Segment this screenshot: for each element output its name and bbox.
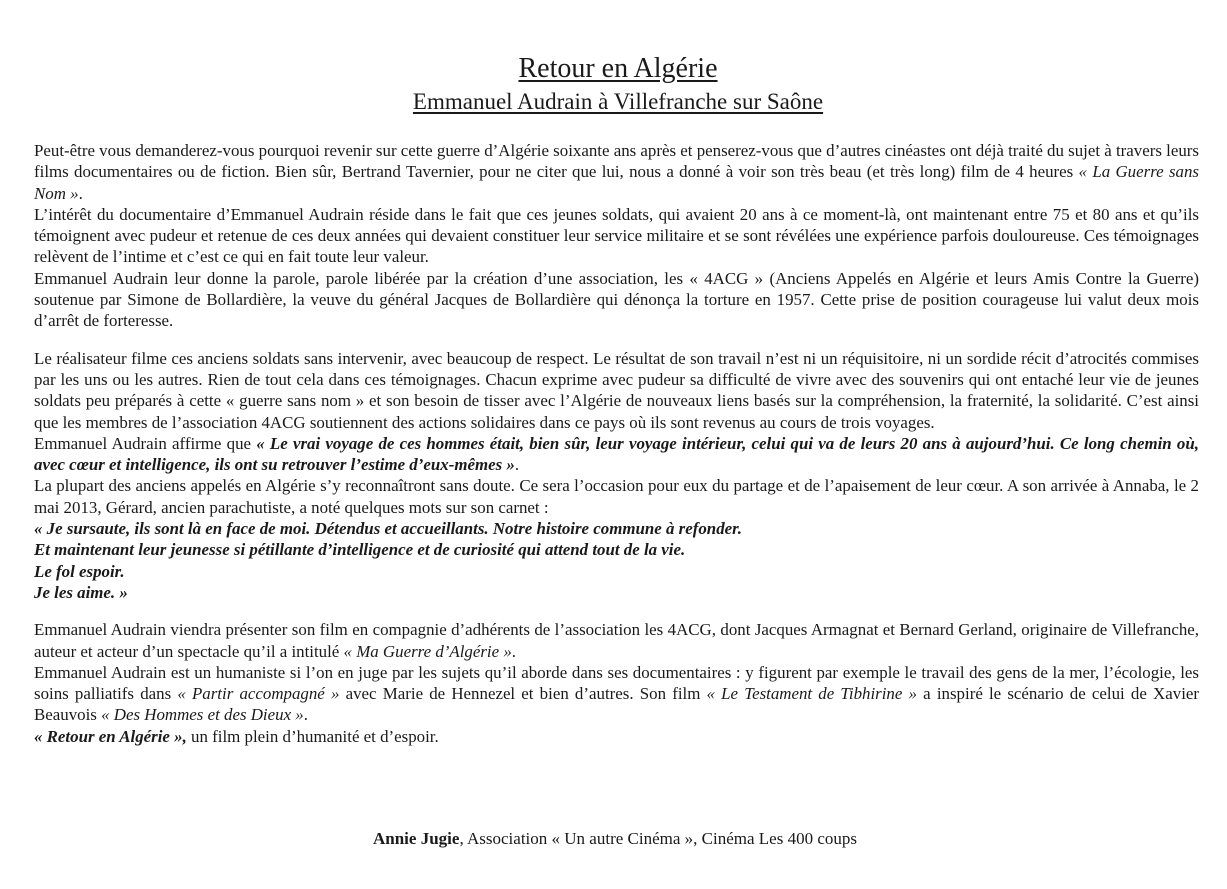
film-title-partir-accompagne: « Partir accompagné » [177,684,340,704]
article-body [34,140,1199,747]
film-title-guerre-sans-nom: « La Guerre sans Nom » [34,162,1199,203]
paragraph-gap [34,332,1199,348]
paragraph-7-end: . [511,641,517,661]
paragraph-9-rest: un film plein d’humanité et d’espoir. [186,726,439,746]
page-subtitle: Emmanuel Audrain à Villefranche sur Saône [412,89,824,114]
paragraph-8 [34,662,1199,726]
poem-line: Je les aime. » [34,582,128,602]
author-affiliation: , Association « Un autre Cinéma », Cinéma Les 400 coups [459,829,857,848]
paragraph-8-part-a: Emmanuel Audrain est un humaniste si l’on en juge par les sujets qu’il aborde dans ses documentaires : y figurent par exemple le travail des gens de la mer, l’écologie, les soins palliatifs dans [34,662,1199,704]
film-title-retour: « Retour en Algérie », [34,726,187,746]
paragraph-3: Emmanuel Audrain leur donne la parole, parole libérée par la création d’une association, les « 4ACG » (Anciens Appelés en Algérie et leurs Amis Contre la Guerre) soutenue par Simone de Bollardière, la veuve du général Jacques de Bollardière qui dénonça la torture en 1957. Cette prise de position courageuse lui valut deux mois d’arrêt de forteresse. [34,268,1199,331]
paragraph-9 [34,726,1199,747]
paragraph-1 [34,140,1199,204]
paragraph-5 [34,433,1199,476]
paragraph-5-end: . [514,455,520,475]
poem [34,518,1199,603]
paragraph-gap [34,603,1199,619]
film-title-hommes-et-dieux: « Des Hommes et des Dieux » [101,705,304,725]
paragraph-8-part-b: avec Marie de Hennezel et bien d’autres. Son film [339,684,707,704]
paragraph-2: L’intérêt du documentaire d’Emmanuel Audrain réside dans le fait que ces jeunes soldats, qui avaient 20 ans à ce moment-là, ont maintenant entre 75 et 80 ans et qu’ils témoignent avec pudeur et retenue de ces deux années qui devaient constituer leur service militaire et se sont révélées une expérience parfois douloureuse. Ces témoignages relèvent de l’intime et c’est ce qui en fait toute leur valeur. [34,204,1199,267]
paragraph-1-end: . [78,183,83,203]
poem-line: « Je sursaute, ils sont là en face de moi. Détendus et accueillants. Notre histoire commune à refonder. [34,519,743,539]
poem-line: Le fol espoir. [34,561,125,581]
paragraph-7-text: Emmanuel Audrain viendra présenter son film en compagnie d’adhérents de l’association les 4ACG, dont Jacques Armagnat et Bernard Gerland, originaire de Villefranche, auteur et acteur d’un spectacle qu’il a intitulé [34,620,1199,661]
paragraph-4: Le réalisateur filme ces anciens soldats sans intervenir, avec beaucoup de respect. Le résultat de son travail n’est ni un réquisitoire, ni un sordide récit d’atrocités commises par les uns ou les autres. Rien de tout cela dans ces témoignages. Chacun exprime avec pudeur sa difficulté de vivre avec des souvenirs qui ont entaché leur vie de jeunes soldats peu préparés à cette « guerre sans nom » et son besoin de tisser avec l’Algérie de nouveaux liens basés sur la compréhension, la fraternité, la solidarité. C’est ainsi que les membres de l’association 4ACG soutiennent des actions solidaires dans ce pays où ils sont revenus au cours de trois voyages. [34,348,1199,432]
paragraph-7 [34,619,1199,662]
film-title-testament-tibhirine: « Le Testament de Tibhirine » [706,684,917,704]
paragraph-8-part-c: a inspiré le scénario de celui de Xavier Beauvois [34,684,1200,725]
show-title-ma-guerre: « Ma Guerre d’Algérie » [343,641,512,661]
signature [0,828,1227,849]
paragraph-6: La plupart des anciens appelés en Algérie s’y reconnaîtront sans doute. Ce sera l’occasion pour eux du partage et de l’apaisement de leur cœur. A son arrivée à Annaba, le 2 mai 2013, Gérard, ancien parachutiste, a noté quelques mots sur son carnet : [34,476,1199,517]
author-name: Annie Jugie [373,829,460,848]
poem-line: Et maintenant leur jeunesse si pétillante d’intelligence et de curiosité qui attend tout de la vie. [34,540,686,560]
paragraph-1-text: Peut-être vous demanderez-vous pourquoi revenir sur cette guerre d’Algérie soixante ans après et penserez-vous que d’autres cinéastes ont déjà traité du sujet à travers leurs films documentaires ou de fiction. Bien sûr, Bertrand Tavernier, pour ne citer que lui, nous a donné à voir son très beau (et très long) film de 4 heures [34,141,1200,182]
paragraph-8-end: . [303,705,308,725]
paragraph-5-intro: Emmanuel Audrain affirme que [34,433,257,453]
page-title: Retour en Algérie [518,53,718,84]
director-quote: « Le vrai voyage de ces hommes était, bien sûr, leur voyage intérieur, celui qui va de leurs 20 ans à aujourd’hui. Ce long chemin où, avec cœur et intelligence, ils ont su retrouver l’estime d’eux-mêmes » [34,433,1199,475]
